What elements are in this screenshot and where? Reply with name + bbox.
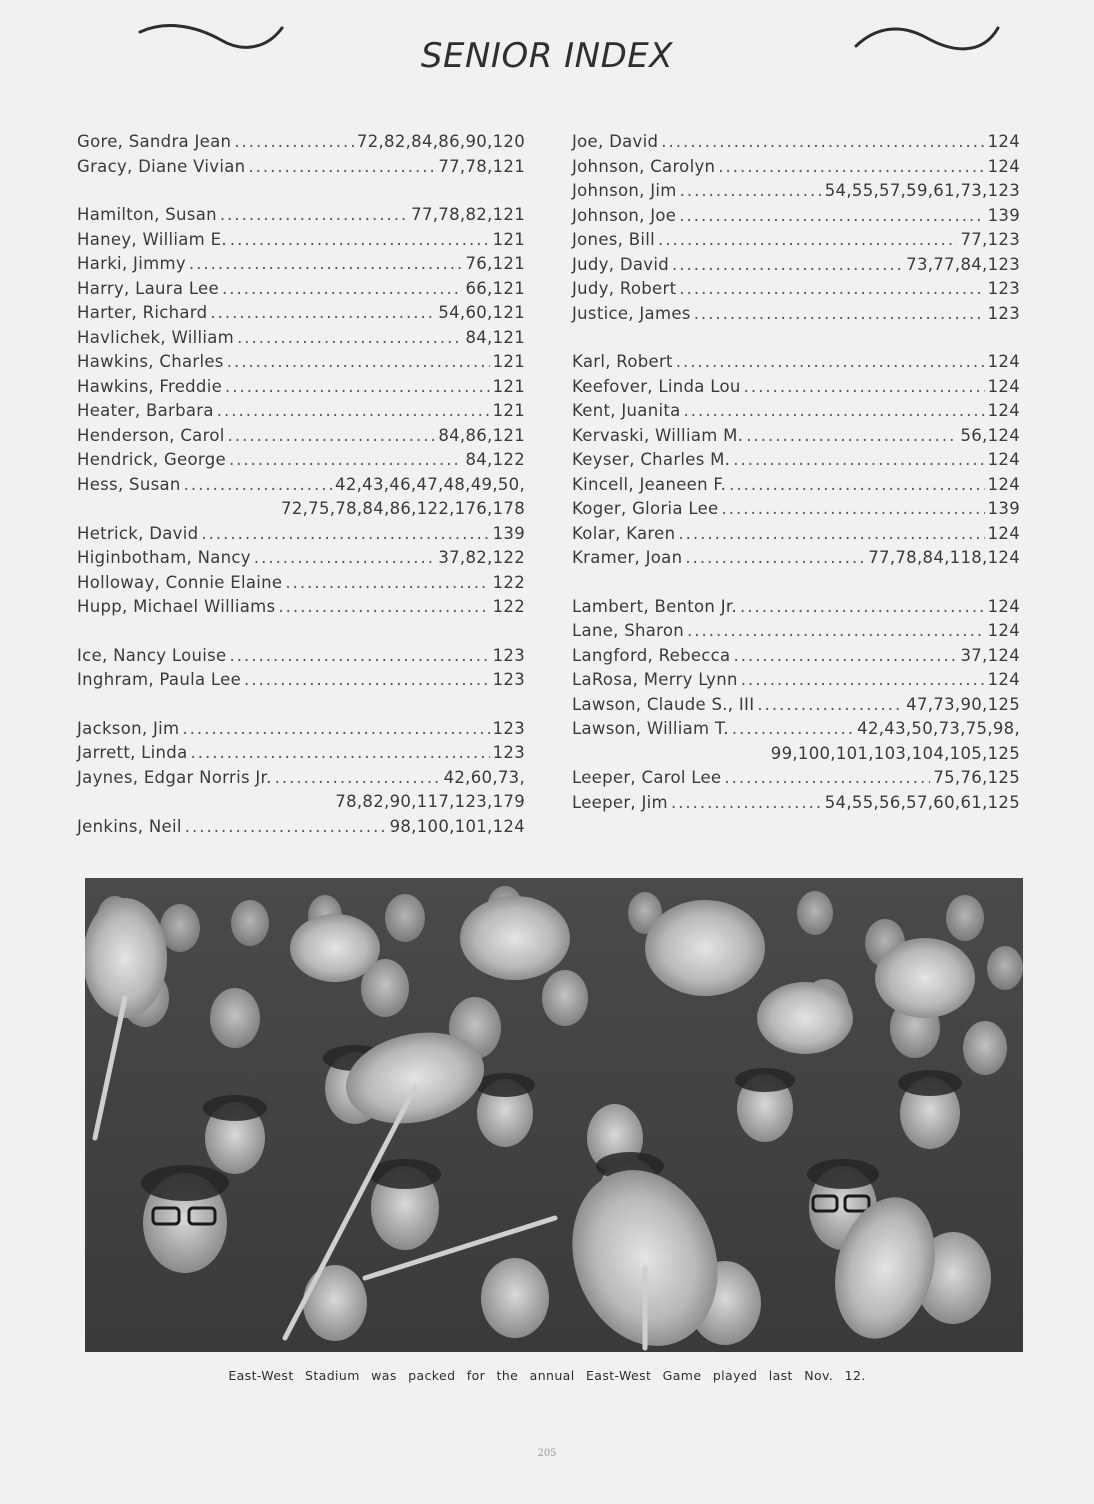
page-references: 84,86,121 xyxy=(438,425,525,445)
index-entry xyxy=(572,766,1020,791)
dot-leader xyxy=(757,693,903,718)
dot-leader xyxy=(201,522,489,547)
page-references: 139 xyxy=(987,499,1020,518)
page-references: 121 xyxy=(492,352,525,371)
index-letter-group xyxy=(572,130,1020,326)
page-references: 54,60,121 xyxy=(438,303,525,322)
page-references: 124 xyxy=(987,401,1020,420)
senior-name: Kolar, Karen xyxy=(572,523,676,543)
dot-leader xyxy=(248,155,435,180)
senior-name: Jackson, Jim xyxy=(77,718,180,738)
page-references: 123 xyxy=(987,279,1020,298)
dot-leader xyxy=(718,155,984,180)
dot-leader xyxy=(182,717,489,742)
page-references: 124 xyxy=(987,523,1020,543)
senior-name: Johnson, Jim xyxy=(572,181,677,200)
senior-name: Havlichek, William xyxy=(77,327,235,347)
index-entry xyxy=(77,766,525,815)
senior-name: Higinbotham, Nancy xyxy=(77,548,251,567)
dot-leader xyxy=(234,130,354,155)
dot-leader xyxy=(228,424,436,449)
page-references-continued: 99,100,101,103,104,105,125 xyxy=(770,743,1020,763)
page-references: 124 xyxy=(987,156,1020,176)
senior-name: Kramer, Joan xyxy=(572,548,683,567)
page-references: 77,123 xyxy=(960,230,1020,249)
index-letter-group xyxy=(77,203,525,620)
index-entry xyxy=(77,571,525,596)
senior-name: Hawkins, Charles xyxy=(77,352,224,371)
index-entry xyxy=(77,473,525,522)
senior-name: Leeper, Jim xyxy=(572,792,668,812)
dot-leader xyxy=(222,277,462,302)
index-entry xyxy=(77,301,525,326)
page-references: 124 xyxy=(987,132,1020,151)
index-letter-group xyxy=(77,130,525,179)
dot-leader xyxy=(244,668,490,693)
dot-leader xyxy=(685,546,865,571)
dot-leader xyxy=(658,228,957,253)
senior-name: Lawson, Claude S., III xyxy=(572,694,755,714)
dot-leader xyxy=(185,815,387,840)
dot-leader xyxy=(285,571,489,596)
senior-name: Harter, Richard xyxy=(77,303,208,322)
index-column-right xyxy=(572,130,1020,839)
senior-name: Hess, Susan xyxy=(77,474,181,494)
index-entry xyxy=(77,228,525,253)
dot-leader xyxy=(210,301,435,326)
index-letter-group xyxy=(77,717,525,840)
senior-name: Kent, Juanita xyxy=(572,401,681,420)
page-references: 123 xyxy=(492,645,525,665)
dot-leader xyxy=(229,448,463,473)
page-references: 54,55,57,59,61,73,123 xyxy=(824,181,1020,200)
senior-name: Harry, Laura Lee xyxy=(77,278,219,298)
index-entry xyxy=(572,277,1020,302)
index-entry xyxy=(572,350,1020,375)
index-entry xyxy=(572,424,1020,449)
index-entry xyxy=(572,497,1020,522)
page-references: 73,77,84,123 xyxy=(906,254,1020,274)
senior-name: Jones, Bill xyxy=(572,230,656,249)
index-entry xyxy=(572,179,1020,204)
senior-name: Jarrett, Linda xyxy=(77,743,188,762)
page-references: 42,43,50,73,75,98, xyxy=(857,719,1020,738)
index-entry xyxy=(572,253,1020,278)
index-entry xyxy=(77,717,525,742)
page-references: 77,78,84,118,124 xyxy=(868,548,1020,567)
page-references: 123 xyxy=(492,743,525,762)
senior-name: Leeper, Carol Lee xyxy=(572,768,722,787)
index-entry xyxy=(77,424,525,449)
index-entry xyxy=(77,668,525,693)
dot-leader xyxy=(732,717,854,742)
page-references: 121 xyxy=(492,229,525,249)
senior-name: Judy, Robert xyxy=(572,279,677,298)
index-entry xyxy=(77,741,525,766)
dot-leader xyxy=(229,644,489,669)
page-references: 37,82,122 xyxy=(438,548,525,567)
page-references: 47,73,90,125 xyxy=(906,694,1020,714)
senior-name: Jaynes, Edgar Norris Jr. xyxy=(77,767,272,787)
senior-name: Gore, Sandra Jean xyxy=(77,132,232,151)
page-references: 72,82,84,86,90,120 xyxy=(356,132,525,151)
page-references: 84,122 xyxy=(465,450,525,469)
index-entry xyxy=(572,668,1020,693)
dot-leader xyxy=(733,448,984,473)
dot-leader xyxy=(671,791,822,816)
page-references: 122 xyxy=(492,597,525,616)
dot-leader xyxy=(676,350,985,375)
index-entry xyxy=(77,399,525,424)
page-references-continued: 78,82,90,117,123,179 xyxy=(335,792,525,811)
senior-name: Hetrick, David xyxy=(77,523,199,543)
page-references: 56,124 xyxy=(960,425,1020,445)
index-entry xyxy=(77,130,525,155)
senior-name: Joe, David xyxy=(572,132,659,151)
index-entry xyxy=(77,375,525,400)
dot-leader xyxy=(184,473,332,498)
senior-name: Hupp, Michael Williams xyxy=(77,597,276,616)
dot-leader xyxy=(189,252,463,277)
dot-leader xyxy=(694,302,985,327)
dot-leader xyxy=(724,766,930,791)
index-letter-group xyxy=(572,595,1020,816)
senior-name: Lane, Sharon xyxy=(572,621,685,640)
senior-name: Gracy, Diane Vivian xyxy=(77,156,246,176)
page-number: 205 xyxy=(537,1448,557,1459)
senior-name: Inghram, Paula Lee xyxy=(77,670,242,689)
index-entry xyxy=(77,522,525,547)
page-references: 139 xyxy=(492,523,525,543)
senior-name: Kervaski, William M. xyxy=(572,425,744,445)
page-references: 124 xyxy=(987,450,1020,469)
senior-name: Hawkins, Freddie xyxy=(77,376,223,396)
page-references: 42,60,73, xyxy=(443,767,525,787)
senior-name: Koger, Gloria Lee xyxy=(572,499,719,518)
senior-name: Ice, Nancy Louise xyxy=(77,645,227,665)
index-entry xyxy=(572,693,1020,718)
index-entry xyxy=(77,448,525,473)
index-entry xyxy=(572,791,1020,816)
senior-name: Harki, Jimmy xyxy=(77,254,186,273)
dot-leader xyxy=(661,130,984,155)
senior-name: Hamilton, Susan xyxy=(77,205,217,224)
index-entry xyxy=(77,644,525,669)
dot-leader xyxy=(227,350,490,375)
page-references: 37,124 xyxy=(960,645,1020,665)
dot-leader xyxy=(678,522,984,547)
dot-leader xyxy=(217,399,490,424)
senior-name: Heater, Barbara xyxy=(77,401,214,420)
dot-leader xyxy=(230,228,490,253)
dot-leader xyxy=(744,375,985,400)
index-entry xyxy=(77,203,525,228)
index-entry xyxy=(77,815,525,840)
index-entry xyxy=(572,473,1020,498)
index-entry xyxy=(572,522,1020,547)
page-title: SENIOR INDEX xyxy=(420,36,674,76)
senior-name: Holloway, Connie Elaine xyxy=(77,572,283,592)
senior-name: Kincell, Jeaneen F. xyxy=(572,474,727,494)
index-entry xyxy=(572,644,1020,669)
page-references: 75,76,125 xyxy=(933,768,1020,787)
page-references: 123 xyxy=(492,718,525,738)
senior-name: Johnson, Carolyn xyxy=(572,156,716,176)
page-references: 66,121 xyxy=(465,278,525,298)
senior-name: Henderson, Carol xyxy=(77,425,225,445)
page-references: 121 xyxy=(492,401,525,420)
index-entry xyxy=(77,277,525,302)
dot-leader xyxy=(679,277,984,302)
senior-name: Hendrick, George xyxy=(77,450,226,469)
senior-name: Johnson, Joe xyxy=(572,205,677,225)
senior-name: LaRosa, Merry Lynn xyxy=(572,670,738,689)
page-references: 124 xyxy=(987,621,1020,640)
index-column-left xyxy=(77,130,525,863)
page-references-continued: 72,75,78,84,86,122,176,178 xyxy=(281,499,525,518)
page-references: 123 xyxy=(987,303,1020,323)
page-references: 124 xyxy=(987,352,1020,371)
index-entry xyxy=(77,326,525,351)
senior-name: Keyser, Charles M. xyxy=(572,450,731,469)
senior-name: Lawson, William T. xyxy=(572,719,729,738)
index-entry xyxy=(572,302,1020,327)
dot-leader xyxy=(729,473,984,498)
senior-name: Justice, James xyxy=(572,303,691,323)
page-references: 54,55,56,57,60,61,125 xyxy=(824,792,1020,812)
index-entry xyxy=(572,717,1020,766)
index-entry xyxy=(572,546,1020,571)
page-references: 98,100,101,124 xyxy=(389,816,525,836)
dot-leader xyxy=(680,179,822,204)
index-entry xyxy=(572,595,1020,620)
index-entry xyxy=(77,595,525,620)
senior-name: Keefover, Linda Lou xyxy=(572,376,741,396)
page-references: 42,43,46,47,48,49,50, xyxy=(335,474,525,494)
dot-leader xyxy=(237,326,462,351)
dot-leader xyxy=(733,644,957,669)
stadium-crowd-photo xyxy=(85,878,1023,1352)
index-entry xyxy=(77,155,525,180)
page-references: 124 xyxy=(987,474,1020,494)
index-letter-group xyxy=(572,350,1020,571)
index-entry xyxy=(572,399,1020,424)
dot-leader xyxy=(275,766,441,791)
index-entry xyxy=(572,155,1020,180)
page-references: 121 xyxy=(492,376,525,396)
page-references: 76,121 xyxy=(465,254,525,273)
index-entry xyxy=(572,448,1020,473)
index-letter-group xyxy=(77,644,525,693)
senior-name: Judy, David xyxy=(572,254,669,274)
dot-leader xyxy=(679,204,984,229)
senior-name: Haney, William E. xyxy=(77,229,227,249)
index-entry xyxy=(77,350,525,375)
dot-leader xyxy=(722,497,985,522)
dot-leader xyxy=(740,595,985,620)
index-entry xyxy=(572,619,1020,644)
senior-name: Langford, Rebecca xyxy=(572,645,731,665)
index-entry xyxy=(77,546,525,571)
dot-leader xyxy=(278,595,489,620)
dot-leader xyxy=(672,253,903,278)
page-references: 124 xyxy=(987,376,1020,396)
page-references: 139 xyxy=(987,205,1020,225)
dot-leader xyxy=(225,375,490,400)
page-references: 123 xyxy=(492,670,525,689)
dot-leader xyxy=(220,203,408,228)
index-entry xyxy=(572,130,1020,155)
senior-name: Lambert, Benton Jr. xyxy=(572,596,738,616)
index-entry xyxy=(572,228,1020,253)
photo-caption: East-West Stadium was packed for the annual East-West Game played last Nov. 12. xyxy=(228,1368,866,1383)
index-entry xyxy=(572,204,1020,229)
page-references: 122 xyxy=(492,572,525,592)
dot-leader xyxy=(687,619,985,644)
dot-leader xyxy=(254,546,435,571)
dot-leader xyxy=(741,668,985,693)
page-references: 124 xyxy=(987,670,1020,689)
index-entry xyxy=(572,375,1020,400)
dot-leader xyxy=(746,424,957,449)
dot-leader xyxy=(684,399,985,424)
senior-name: Karl, Robert xyxy=(572,352,673,371)
page-references: 77,78,82,121 xyxy=(411,205,525,224)
senior-name: Jenkins, Neil xyxy=(77,816,182,836)
page-references: 124 xyxy=(987,596,1020,616)
dot-leader xyxy=(191,741,490,766)
page-references: 84,121 xyxy=(465,327,525,347)
page-references: 77,78,121 xyxy=(438,156,525,176)
index-entry xyxy=(77,252,525,277)
